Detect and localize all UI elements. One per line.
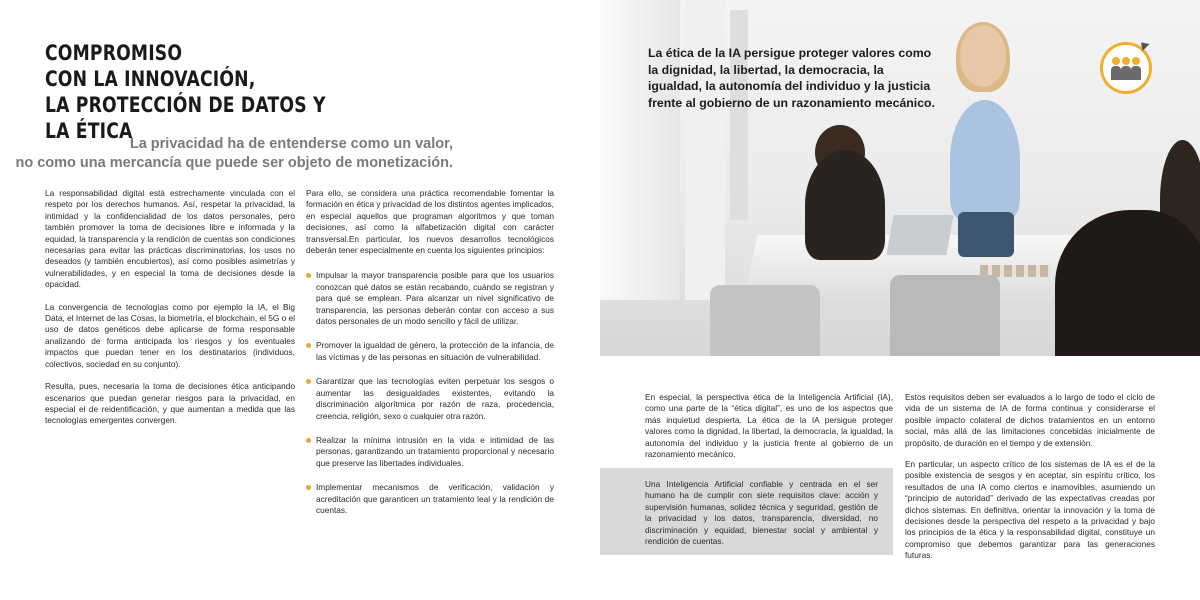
figure-head [1122, 57, 1130, 65]
people-group-icon [1100, 42, 1152, 94]
bullet-icon [306, 343, 311, 348]
list-item-text: Realizar la mínima intrusión en la vida e intimidad de las personas, garantizando un tratamiento proporcional y necesario que preserve las libertades individuales. [316, 434, 554, 468]
text-column-2 [306, 188, 554, 529]
list-item [306, 340, 554, 363]
page-title [45, 40, 340, 144]
bullet-icon [306, 485, 311, 490]
logo-figures [1111, 57, 1141, 81]
list-item-text: Implementar mecanismos de verificación, validación y acreditación que garanticen un tratamiento leal y la rendición de cuentas. [316, 482, 554, 515]
paragraph: Estos requisitos deben ser evaluados a lo largo de todo el ciclo de vida de un sistema de IA de forma continua y considerarse el posible impacto colateral de dichos tratamientos en un entorno social, más allá de las limitaciones concebidas inicialmente de propósito, de duración en el tiempo y de extensión. [905, 392, 1155, 448]
pull-quote: La ética de la IA persigue proteger valores como la dignidad, la libertad, la democracia, la igualdad, la autonomía del individuo y la justicia frente al gobierno de un razonamiento mecánico. [648, 46, 935, 110]
title-line-2: CON LA INNOVACIÓN, [45, 67, 256, 91]
list-item [306, 482, 554, 516]
paragraph: En especial, la perspectiva ética de la Inteligencia Artificial (IA), como una parte de la “ética digital”, es uno de los aspectos que más inquietud despierta. La ética de la IA persigue proteger valores como la dignidad, la libertad, la democracia, la igualdad, la autonomía del individuo y la justicia frente al gobierno de un razonamiento mecánico. [645, 392, 893, 460]
figure-body [1121, 66, 1131, 80]
title-line-1: COMPROMISO [45, 41, 183, 65]
presenter-head [960, 25, 1006, 87]
paragraph: Resulta, pues, necesaria la toma de decisiones ética anticipando escenarios que puedan generar riesgos para la privacidad, en especial el de reidentificación, y que aumentan a medida que las tecnologías emergentes convergen. [45, 381, 295, 426]
bullet-icon [306, 379, 311, 384]
list-item [306, 270, 554, 327]
page-subtitle [0, 135, 453, 173]
figure-head [1112, 57, 1120, 65]
text-column-3 [645, 392, 893, 471]
attendee-left [805, 150, 885, 260]
paragraph: La convergencia de tecnologías como por ejemplo la IA, el Big Data, el Internet de las Cosas, la biometría, el blockchain, el 5G o el uso de datos genéticos debe aplicarse de forma responsable analizando de forma anticipada los riesgos y los eventuales impactos que puedan tener en los destinatarios (individuos, colectivos, sociedad en su conjunto). [45, 301, 295, 369]
attendee-foreground [1055, 210, 1200, 356]
list-item-text: Impulsar la mayor transparencia posible para que los usuarios conozcan qué datos se están recabando, cuándo se registran y para qué se emplean. Para alcanzar un nivel significativo de transparencia, las personas deberán contar con acceso a sus datos personales de un modo sencillo y fácil de utilizar. [316, 270, 554, 327]
presenter-body [950, 100, 1020, 220]
list-item-text: Garantizar que las tecnologías eviten perpetuar los sesgos o aumentar las desigualdades existentes, evitando la discriminación algorítmica por razón de raza, procedencia, creencia, religión, sexo o cualquier otra razón. [316, 376, 554, 421]
window-shade [730, 10, 748, 220]
bullet-icon [306, 273, 311, 278]
list-item [306, 435, 554, 469]
laptop [886, 215, 953, 255]
figure-head [1132, 57, 1140, 65]
subtitle-line-2: no como una mercancía que puede ser objeto de monetización. [15, 155, 453, 171]
callout-text: Una Inteligencia Artificial confiable y centrada en el ser humano ha de cumplir con siete requisitos clave: acción y supervisión humanas, solidez técnica y seguridad, gestión de la privacidad y los datos, transparencia, diversidad, no discriminación y equidad, bienestar social y ambiental y rendición de cuentas. [645, 479, 878, 547]
principles-list [306, 270, 554, 516]
list-item [306, 376, 554, 422]
list-item-text: Promover la igualdad de género, la protección de la infancia, de las víctimas y de las personas en situación de vulnerabilidad. [316, 340, 554, 362]
figure-body [1111, 66, 1121, 80]
presenter-legs [958, 212, 1014, 257]
chair [890, 275, 1000, 356]
title-line-3: LA PROTECCIÓN DE DATOS Y LA ÉTICA [45, 93, 326, 143]
paragraph: Para ello, se considera una práctica recomendable fomentar la formación en ética y privacidad de los distintos agentes implicados, en especial aquellos que programan algoritmos y que toman decisiones, así como la alfabetización digital con carácter transversal.En particular, los nuevos desarrollos tecnológicos deberán tener especialmente en cuenta los siguientes principios: [306, 188, 554, 256]
text-column-1 [45, 188, 295, 438]
paragraph: La responsabilidad digital está estrechamente vinculada con el respeto por los derechos humanos. Así, respetar la privacidad, la intimidad y la confidencialidad de los datos personales, pero también promover la toma de decisiones libre e informada y la equidad, la transparencia y la rendición de cuentas son condiciones necesarias para evitar las prácticas discriminatorias, los usos no deseados (y también encubiertos), así como posibles asimetrías y vulnerabilidades, y en especial la toma de decisiones desde la opacidad. [45, 188, 295, 290]
bullet-icon [306, 438, 311, 443]
chair [710, 285, 820, 356]
subtitle-line-1: La privacidad ha de entenderse como un valor, [129, 136, 453, 152]
text-column-4 [905, 392, 1155, 572]
figure-body [1131, 66, 1141, 80]
paragraph: En particular, un aspecto crítico de los sistemas de IA es el de la posible existencia de sesgos y en aceptar, sin espíritu crítico, los resultados de una IA como ciertos e inamovibles, asumiendo un “principio de autoridad” derivado de las expectativas creadas por dichos sistemas. En definitiva, orientar la innovación y la toma de decisiones desde la perspectiva del respeto a la privacidad y bajo los principios de la ética y la responsabilidad digital, constituye un compromiso que debemos garantizar para las generaciones futuras. [905, 459, 1155, 561]
